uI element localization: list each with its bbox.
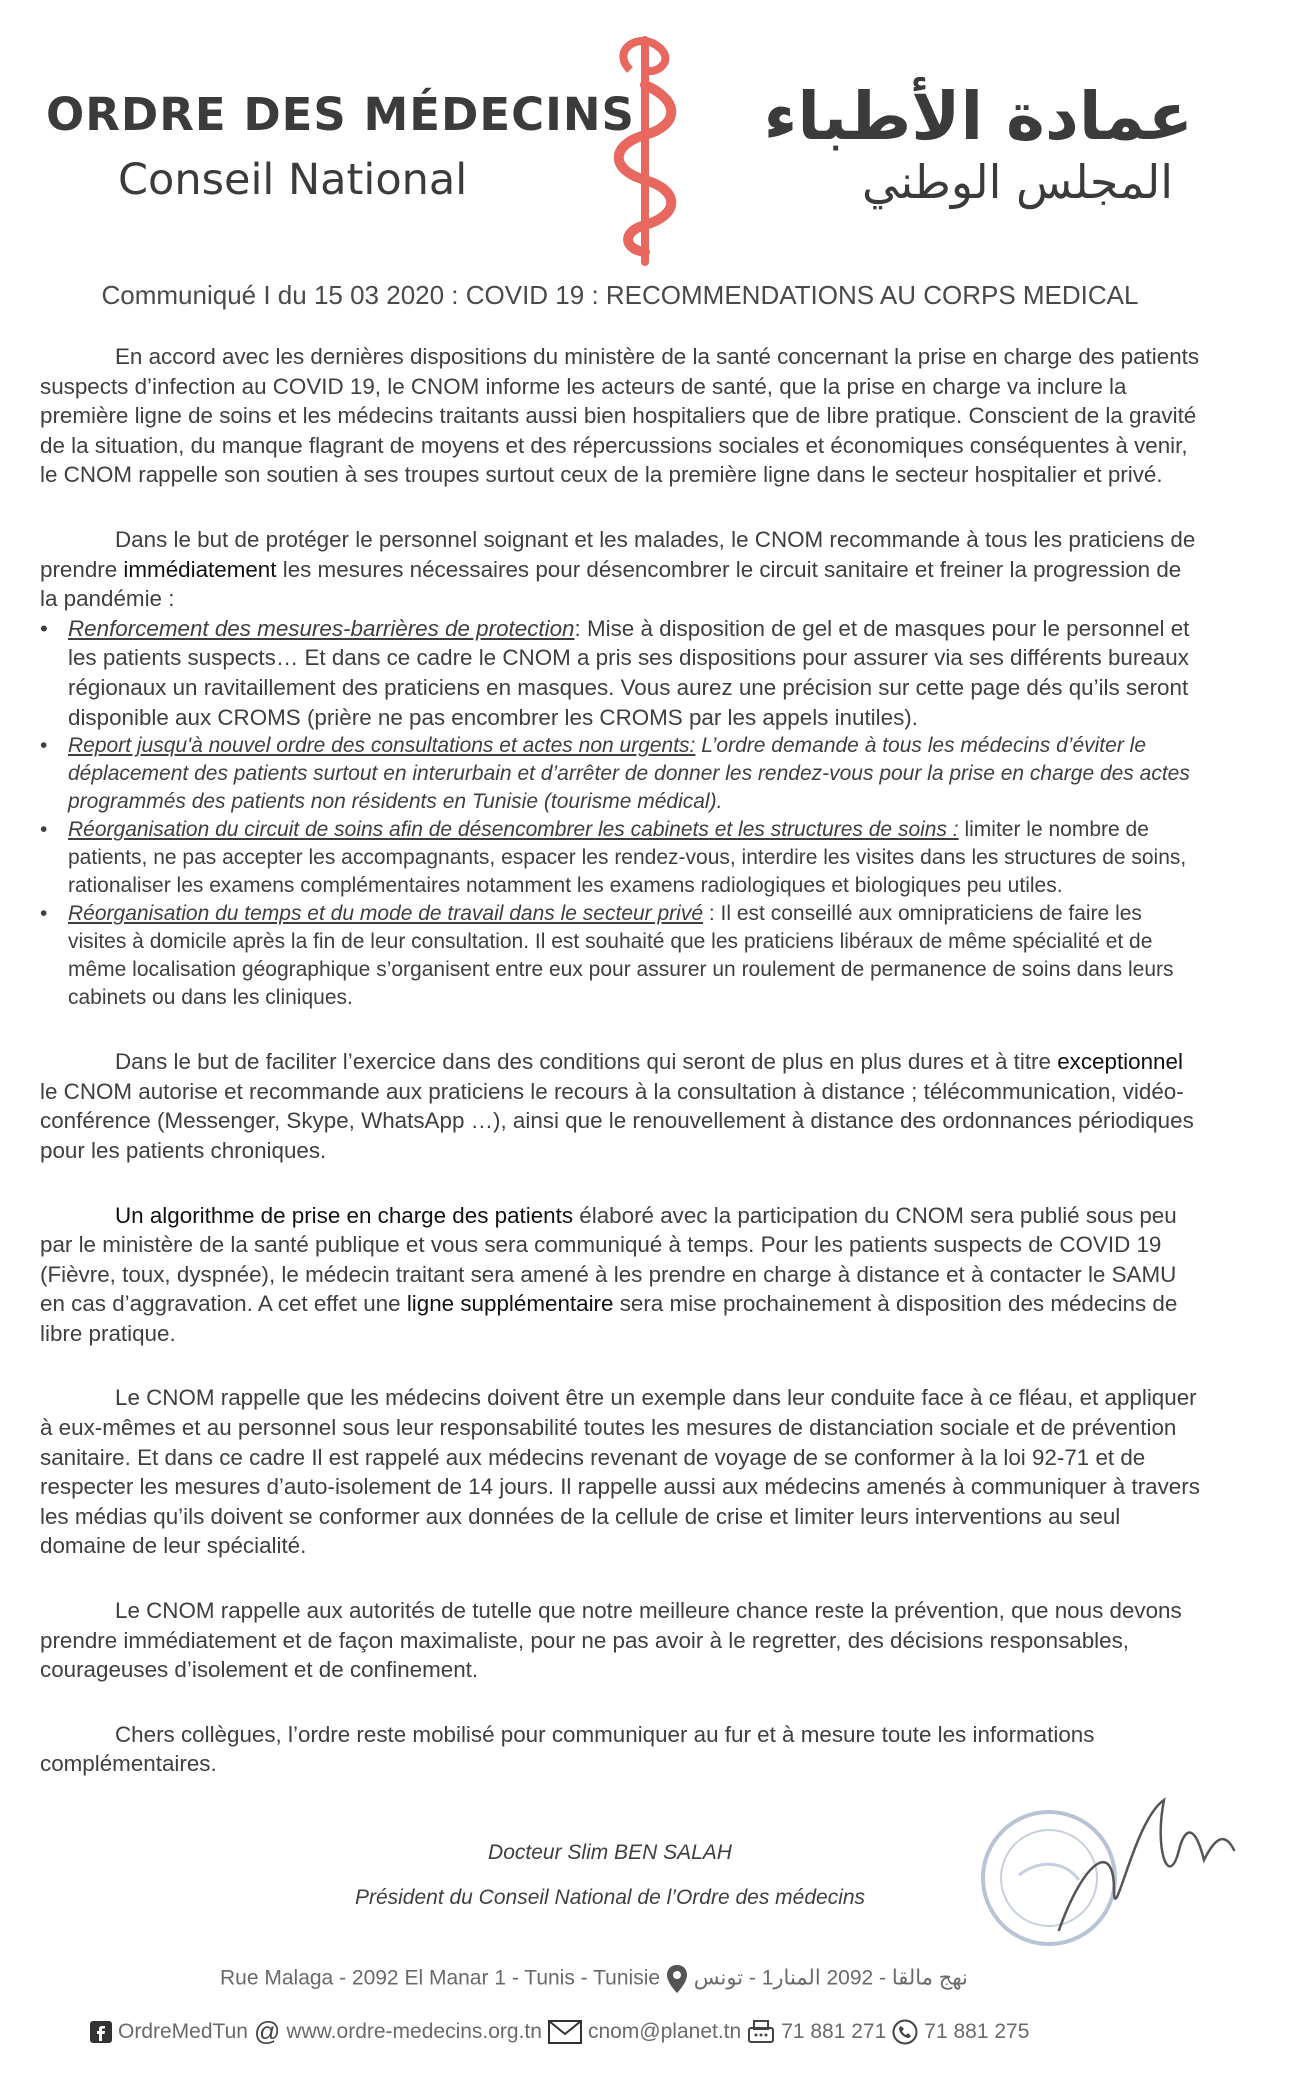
- footer-contacts: [90, 2016, 1029, 2047]
- header-french: [46, 88, 635, 205]
- bullet-icon: •: [40, 734, 48, 758]
- paragraph-6: Le CNOM rappelle aux autorités de tutelle que notre meilleure chance reste la prévention, que nous devons prendre immédiatement et de façon maximaliste, pour ne pas avoir à le regretter, des décisions responsables, courageuses d’isolement et de confinement.: [40, 1598, 1182, 1683]
- header-arabic: [764, 78, 1193, 209]
- address-fr: Rue Malaga - 2092 El Manar 1 - Tunis - Tunisie: [220, 1966, 661, 1990]
- website-url: www.ordre-medecins.org.tn: [286, 2019, 542, 2043]
- list-item-text: : Il est conseillé aux omnipraticiens de faire les visites à domicile après la fin de leur consultation. Il est souhaité que les praticiens libéraux de même spécialité et de même localisation géographique s’organisent entre eux pour assurer un roulement de permanence de soins dans leurs cabinets ou dans les cliniques.: [68, 902, 1174, 1010]
- org-name-ar: عمادة الأطباء: [763, 78, 1193, 155]
- facebook-handle: OrdreMedTun: [118, 2019, 248, 2043]
- paragraph-2: Dans le but de protéger le personnel soignant et les malades, le CNOM recommande à tous les praticiens de prendre immédiatement les mesures nécessaires pour désencombrer le circuit sanitaire et freiner la progression de la pandémie :: [40, 526, 1196, 612]
- fax-icon: [747, 2019, 775, 2045]
- bullet-icon: •: [40, 818, 48, 842]
- emphasis-ligne: ligne supplémentaire: [406, 1291, 614, 1317]
- emphasis-algorithme: algorithme de prise en charge des patients: [149, 1202, 574, 1228]
- list-item: [40, 732, 1200, 816]
- paragraph-3: Dans le but de faciliter l’exercice dans des conditions qui seront de plus en plus dures et à titre exceptionnel le CNOM autorise et recommande aux praticiens le recours à la consultation à distance ; télécommunication, vidéo-conférence (Messenger, Skype, WhatsApp …), ainsi que le renouvellement à distance des ordonnances périodiques pour les patients chroniques.: [40, 1049, 1194, 1163]
- stamp-signature-icon: [964, 1780, 1254, 1950]
- paragraph-7: Chers collègues, l’ordre reste mobilisé pour communiquer au fur et à mesure toute les informations complémentaires.: [40, 1721, 1095, 1777]
- council-name-ar: المجلس الوطني: [862, 155, 1173, 209]
- paragraph-5: Le CNOM rappelle que les médecins doivent être un exemple dans leur conduite face à ce fléau, et appliquer à eux-mêmes et au personnel sous leur responsabilité toutes les mesures de distanciation sociale et de prévention sanitaire. Et dans ce cadre Il est rappelé aux médecins revenant de voyage de se conformer à la loi 92-71 et de respecter les mesures d’auto-isolement de 14 jours. Il rappelle aussi aux médecins amenés à communiquer à travers les médias qu’ils doivent se conformer aux données de la cellule de crise et limiter leurs interventions au seul domaine de leur spécialité.: [40, 1385, 1200, 1559]
- bullet-icon: •: [40, 615, 48, 641]
- list-item: [40, 900, 1200, 1012]
- signatory-name: Docteur Slim BEN SALAH: [488, 1841, 732, 1864]
- list-item-heading: Report jusqu'à nouvel ordre des consultations et actes non urgents:: [68, 734, 696, 758]
- bullet-icon: •: [40, 902, 48, 926]
- recommendations-list: [40, 614, 1200, 1012]
- envelope-icon: [548, 2020, 582, 2044]
- emphasis-immediatement: immédiatement: [123, 556, 277, 582]
- location-pin-icon: [666, 1964, 688, 1994]
- list-item-text: : Mise à disposition de gel et de masques pour le personnel et les patients suspects… Et dans ce cadre le CNOM a pris ses dispositions pour assurer via ses différents bureaux régionaux un ravitaillement des praticiens en masques. Vous aurez une précision sur cette page dés qu’ils seront disponible aux CROMS (prière ne pas encombrer les CROMS par les appels inutiles).: [68, 615, 1190, 730]
- list-item: [40, 816, 1200, 900]
- signatory-role: Président du Conseil National de l’Ordre des médecins: [354, 1886, 866, 1909]
- paragraph-4: Un algorithme de prise en charge des patients élaboré avec la participation du CNOM sera publié sous peu par le ministère de la santé publique et vous sera communiqué à temps. Pour les patients suspects de COVID 19 (Fièvre, toux, dyspnée), le médecin traitant sera amené à les prendre en charge à distance et à contacter le SAMU en cas d’aggravation. A cet effet une ligne supplémentaire sera mise prochainement à disposition des médecins de libre pratique.: [40, 1202, 1178, 1346]
- council-name-fr: Conseil National: [118, 155, 468, 205]
- at-sign-icon: @: [253, 2016, 281, 2046]
- facebook-icon: [90, 2021, 112, 2043]
- org-name-fr: ORDRE DES MÉDECINS: [46, 88, 635, 141]
- fax-number: 71 881 271: [781, 2019, 887, 2043]
- list-item-heading: Réorganisation du temps et du mode de travail dans le secteur privé: [68, 902, 704, 926]
- list-item-text: limiter le nombre de patients, ne pas accepter les accompagnants, espacer les rendez-vous, interdire les visites dans les structures de soins, rationaliser les examens complémentaires notamment les examens radiologiques et biologiques peu utiles.: [68, 818, 1187, 898]
- communique-title: Communiqué I du 15 03 2020 : COVID 19 : RECOMMENDATIONS AU CORPS MEDICAL: [101, 280, 1139, 310]
- signature-block: [350, 1838, 870, 1912]
- letter-body: [40, 342, 1200, 1779]
- list-item: [40, 614, 1200, 732]
- phone-icon: [892, 2019, 918, 2045]
- email-address: cnom@planet.tn: [587, 2019, 742, 2043]
- list-item-heading: Réorganisation du circuit de soins afin de désencombrer les cabinets et les structures de soins :: [68, 818, 959, 842]
- emphasis-exceptionnel: exceptionnel: [1057, 1049, 1183, 1075]
- phone-number: 71 881 275: [924, 2019, 1030, 2043]
- paragraph-1: En accord avec les dernières dispositions du ministère de la santé concernant la prise en charge des patients suspects d’infection au COVID 19, le CNOM informe les acteurs de santé, que la prise en charge va inclure la première ligne de soins et les médecins traitants aussi bien hospitaliers que de libre pratique. Conscient de la gravité de la situation, du manque flagrant de moyens et des répercussions sociales et économiques conséquentes à venir, le CNOM rappelle son soutien à ses troupes surtout ceux de la première ligne dans le secteur hospitalier et privé.: [40, 344, 1200, 488]
- footer-address: [220, 1964, 968, 1994]
- caduceus-logo-icon: [600, 30, 690, 270]
- list-item-heading: Renforcement des mesures-barrières de protection: [68, 615, 575, 641]
- address-ar: نهج مالقا - 2092 المنار1 - تونس: [693, 1966, 968, 1990]
- list-item-text: L’ordre demande à tous les médecins d’éviter le déplacement des patients surtout en interurbain et d’arrêter de donner les rendez-vous pour la prise en charge des actes programmés des patients non résidents en Tunisie (tourisme médical).: [68, 734, 1190, 814]
